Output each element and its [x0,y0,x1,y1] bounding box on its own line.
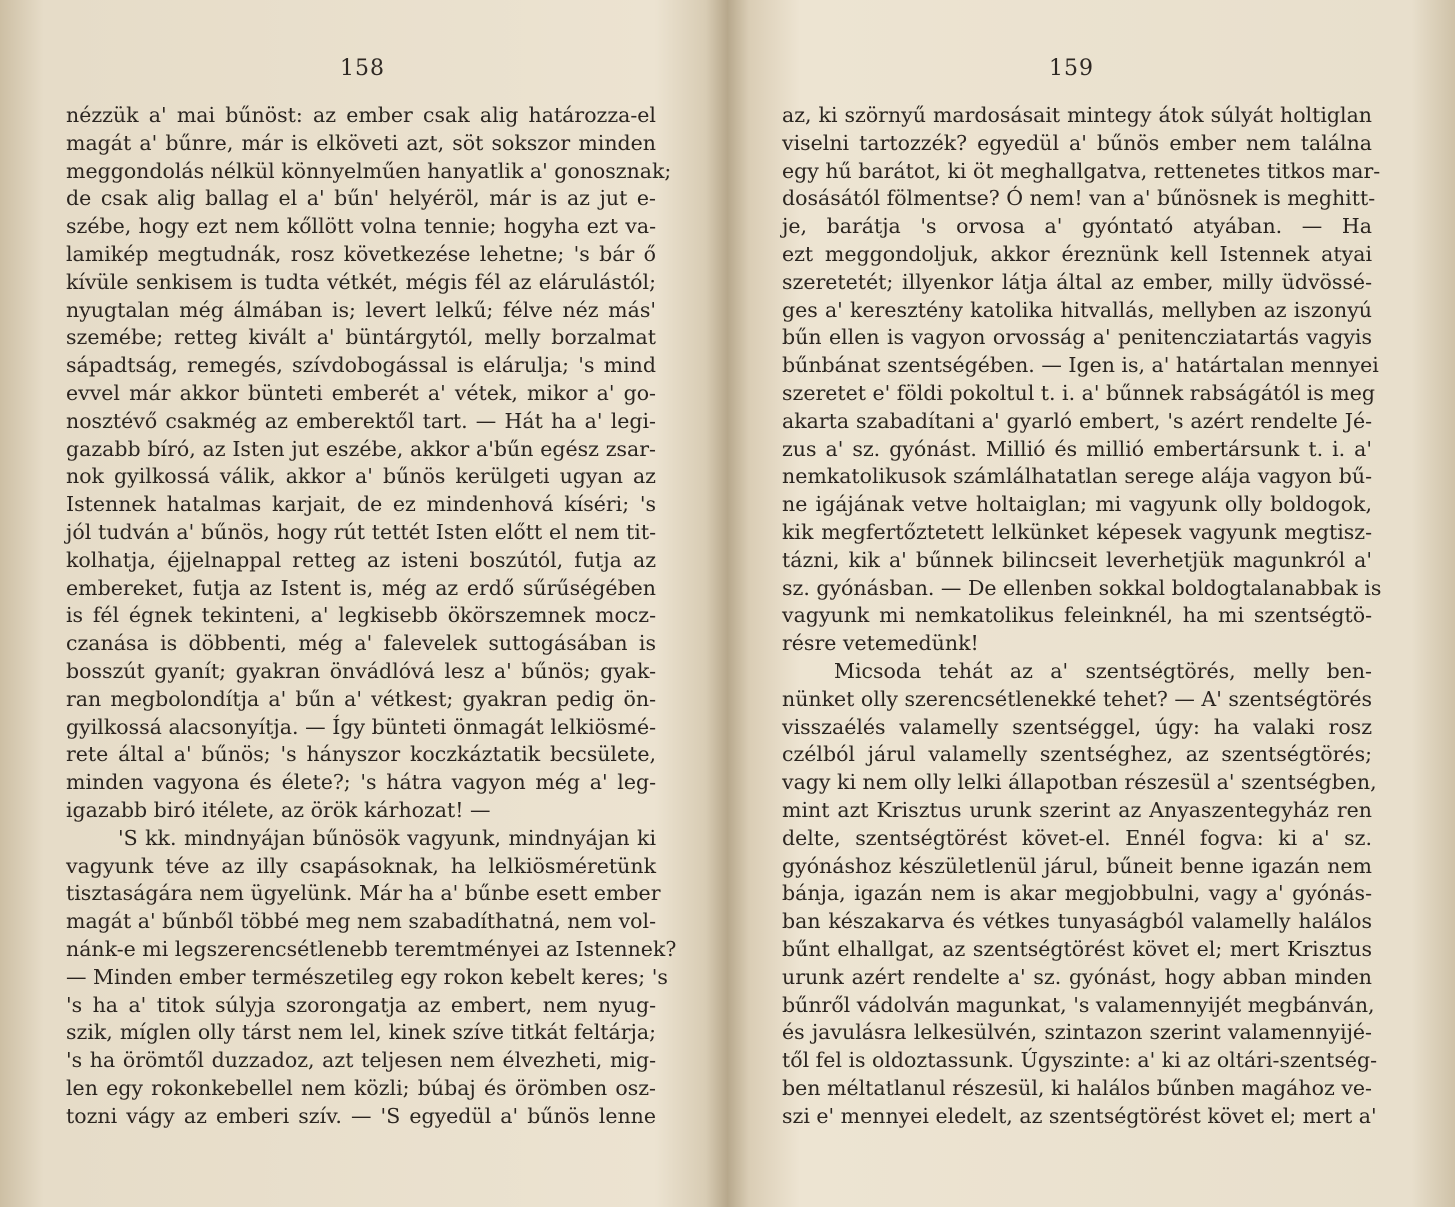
text-line: sz. gyónásban. — De ellenben sokkal boldogtalanabbak is [782,575,1382,600]
text-line: kívüle senkisem is tudta vétkét, mégis fél az elárulástól; [66,269,656,294]
text-line: gazabb bíró, az Isten jut eszébe, akkor a'bűn egész zsar- [66,436,656,461]
text-line: egy hű barátot, ki öt meghallgatva, rettenetes titkos mar- [782,158,1381,183]
text-line: evvel már akkor bünteti emberét a' vétek, mikor a' go- [66,380,656,405]
text-line: — Minden ember természetileg egy rokon kebelt keres; 's [66,964,668,989]
text-line: bűnbánat szentségében. — Igen is, a' határtalan mennyei [782,353,1379,378]
text-line: tisztaságára nem ügyelünk. Már ha a' bűnbe esett ember [66,881,661,906]
text-line: len egy rokonkebellel nem közli; búbaj és örömben osz- [66,1075,656,1100]
text-line: és javulásra lelkesülvén, szintazon szerint valamennyijé- [782,1020,1372,1045]
text-line: nézzük a' mai bűnöst: az ember csak alig határozza-el [66,103,656,127]
right-page [727,0,1455,1207]
text-line: ban készakarva és vétkes tunyaságból valamelly halálos [782,909,1372,934]
text-line: gyónáshoz készületlenül járul, bűneit benne igazán nem [782,853,1372,878]
text-line: meggondolás nélkül könnyelműen hanyatlik a' gonosznak; [66,158,672,183]
text-line: magát a' bűnre, már is elköveti azt, söt sokszor minden [66,130,656,155]
text-line: zus a' sz. gyónást. Millió és millió embertársunk t. i. a' [782,436,1372,461]
text-line: 's ha örömtől duzzadoz, azt teljesen nem élvezheti, mig- [66,1048,656,1073]
text-line: je, barátja 's orvosa a' gyóntató atyában. — Ha [782,214,1372,239]
text-line: ran megbolondítja a' bűn a' vétkest; gyakran pedig ön- [66,686,656,711]
text-line: szemébe; retteg kivált a' büntárgytól, melly borzalmat [66,325,656,350]
text-line: akarta szabadítani a' gyarló embert, 's azért rendelte Jé- [782,408,1372,433]
text-line: szébe, hogy ezt nem kőllött volna tennie; hogyha ezt va- [66,214,656,239]
text-line: nosztévő csakmég az emberektől tart. — Hát ha a' legi- [66,408,656,433]
text-line: minden vagyona és élete?; 's hátra vagyon még a' leg- [66,770,656,795]
text-line: Istennek hatalmas karjait, de ez mindenhová kíséri; 's [66,492,656,517]
text-line: de csak alig ballag el a' bűn' helyéröl, már is az jut e- [66,186,656,211]
page-number: 158 [340,56,385,81]
text-line: ne igájának vetve holtaiglan; mi vagyunk olly boldogok, [782,492,1372,517]
text-line: 's ha a' titok súlyja szorongatja az embert, nem nyug- [66,992,656,1017]
left-page [0,0,725,1207]
text-block [66,102,677,1130]
text-line: czanása is döbbenti, még a' falevelek suttogásában is [66,631,656,656]
text-line: 'S kk. mindnyájan bűnösök vagyunk, mindnyájan ki [118,825,656,850]
text-line: kolhatja, éjjelnappal retteg az isteni boszútól, futja az [66,547,656,572]
text-line: igazabb biró itélete, az örök kárhozat! — [66,797,491,822]
text-line: nemkatolikusok számlálhatatlan serege alája vagyon bű- [782,464,1372,489]
text-line: tozni vágy az emberi szív. — 'S egyedül a' bűnös lenne [66,1103,656,1128]
text-line: ben méltatlanul részesül, ki halálos bűnben magához ve- [782,1075,1372,1100]
text-line: mint azt Krisztus urunk szerint az Anyaszentegyház ren [782,797,1372,822]
text-line: lamikép megtudnák, rosz következése lehetne; 's bár ő [66,241,656,266]
text-line: vagyunk mi nemkatolikus feleinknél, ha mi szentségtö- [782,603,1372,628]
text-line: vagyunk téve az illy csapásoknak, ha lelkiösméretünk [66,853,656,878]
text-line: magát a' bűnből többé meg nem szabadíthatná, nem vol- [66,909,656,934]
text-line: viselni tartozzék? egyedül a' bűnös ember nem találna [782,130,1372,155]
text-line: czélból járul valamelly szentséghez, az szentségtörés; [782,742,1372,767]
text-line: visszaélés valamelly szentséggel, úgy: ha valaki rosz [782,714,1372,739]
text-line: ges a' keresztény katolika hitvallás, mellyben az iszonyú [782,297,1372,322]
text-line: vagy ki nem olly lelki állapotban részesül a' szentségben, [782,770,1377,795]
text-line: Micsoda tehát az a' szentségtörés, melly ben- [834,658,1372,683]
text-line: nünket olly szerencsétlenekké tehet? — A' szentségtörés [782,686,1373,711]
text-line: nyugtalan még álmában is; levert lelkű; félve néz más' [66,297,656,322]
text-line: szeretet e' földi pokoltul t. i. a' bűnnek rabságától is meg [782,380,1375,405]
text-line: jól tudván a' bűnös, hogy rút tettét Isten előtt el nem tit- [66,519,656,544]
text-line: urunk azért rendelte a' sz. gyónást, hogy abban minden [782,964,1372,989]
text-line: től fel is oldoztassunk. Úgyszinte: a' ki az oltári-szentség- [782,1048,1378,1073]
text-line: bűnt elhallgat, az szentségtörést követ el; mert Krisztus [782,936,1372,961]
text-line: bűn ellen is vagyon orvosság a' penitencziatartás vagyis [782,325,1372,350]
text-line: bűnről vádolván magunkat, 's valamennyijét megbánván, [782,992,1375,1017]
text-line: nánk-e mi legszerencsétlenebb teremtményei az Istennek? [66,936,677,961]
text-line: gyilkossá alacsonyítja. — Így bünteti önmagát lelkiösmé- [66,714,656,739]
text-line: szi e' mennyei eledelt, az szentségtörést követ el; mert a' [782,1103,1377,1128]
text-line: nok gyilkossá válik, akkor a' bűnös kerülgeti ugyan az [66,464,656,489]
text-line: dosásától fölmentse? Ó nem! van a' bűnösnek is meghitt- [782,186,1376,211]
text-line: tázni, kik a' bűnnek bilincseit leverhetjük magunkról a' [782,547,1372,572]
text-line: szeretetét; illyenkor látja által az ember, milly üdvössé- [782,269,1372,294]
text-line: résre vetemedünk! [782,631,979,656]
text-line: szik, míglen olly társt nem lel, kinek szíve titkát feltárja; [66,1020,656,1045]
text-line: rete által a' bűnös; 's hányszor koczkáztatik becsülete, [66,742,656,767]
text-line: ezt meggondoljuk, akkor éreznünk kell Istennek atyai [782,241,1372,266]
text-line: embereket, futja az Istent is, még az erdő sűrűségében [66,575,656,600]
text-line: bosszút gyanít; gyakran önvádlóvá lesz a' bűnös; gyak- [66,658,656,683]
text-block [782,102,1382,1130]
text-line: az, ki szörnyű mardosásait mintegy átok súlyát holtiglan [782,103,1372,127]
text-line: bánja, igazán nem is akar megjobbulni, vagy a' gyónás- [782,881,1372,906]
text-line: delte, szentségtörést követ-el. Ennél fogva: ki a' sz. [782,825,1372,850]
text-line: sápadtság, remegés, szívdobogással is elárulja; 's mind [66,353,656,378]
text-line: kik megfertőztetett lelkünket képesek vagyunk megtisz- [782,519,1372,544]
page-number: 159 [1049,56,1094,81]
text-line: is fél égnek tekinteni, a' legkisebb ökörszemnek mocz- [66,603,656,628]
